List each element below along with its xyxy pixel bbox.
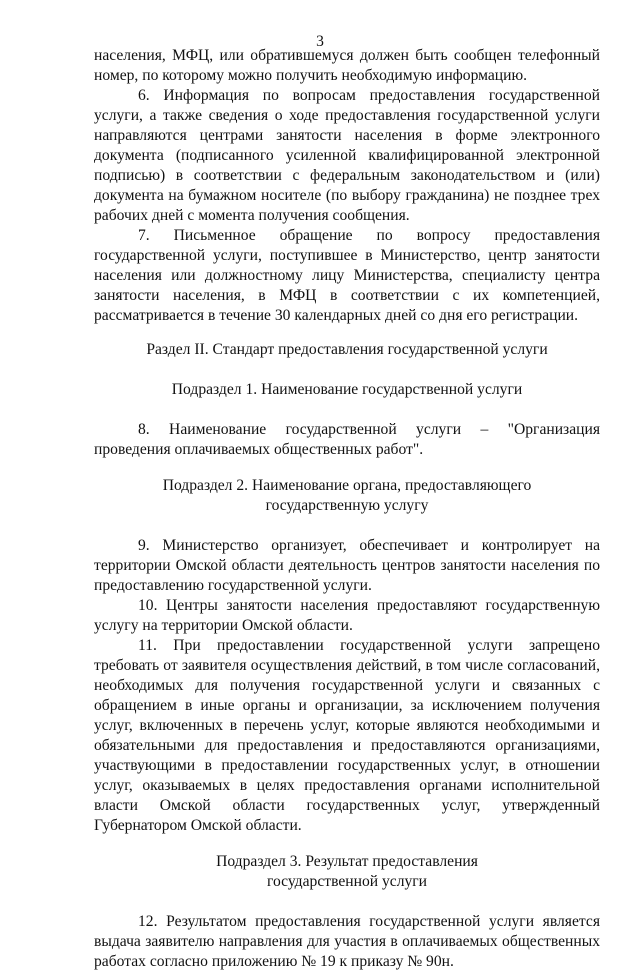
paragraph-9: 9. Министерство организует, обеспечивает и контролирует на территории Омской области деятельность центров занятости населения по предоставлению государственной услуги. (94, 537, 600, 594)
subsection-2-heading-line-2: государственную услугу (265, 497, 429, 514)
page-number: 3 (316, 33, 324, 50)
paragraph-continuation: населения, МФЦ, или обратившемуся должен быть сообщен телефонный номер, по которому можно получить необходимую информацию. (94, 47, 600, 84)
paragraph-7: 7. Письменное обращение по вопросу предоставления государственной услуги, поступившее в Министерство, центр занятости населения или должностному лицу Министерства, специалисту центра занятости населения, в МФЦ в соответствии с их компетенцией, рассматривается в течение 30 календарных дней со дня его регистрации. (94, 227, 600, 324)
section-2-heading: Раздел II. Стандарт предоставления государственной услуги (146, 341, 548, 358)
subsection-3-heading-line-2: государственной услуги (266, 873, 428, 890)
subsection-1-heading: Подраздел 1. Наименование государственной услуги (171, 381, 523, 398)
paragraph-12: 12. Результатом предоставления государственной услуги является выдача заявителю направления для участия в оплачиваемых общественных работах согласно приложению № 19 к приказу № 90н. (94, 913, 600, 970)
subsection-3-heading (94, 852, 600, 892)
paragraph-10: 10. Центры занятости населения предоставляют государственную услугу на территории Омской области. (94, 597, 600, 634)
subsection-2-heading-line-1: Подраздел 2. Наименование органа, предоставляющего (162, 477, 532, 494)
paragraph-6: 6. Информация по вопросам предоставления государственной услуги, а также сведения о ходе предоставления государственной услуги направляются центрами занятости населения в форме электронного документа (подписанного усиленной квалифицированной электронной подписью) в соответствии с федеральным законодательством и (или) документа на бумажном носителе (по выбору гражданина) не позднее трех рабочих дней с момента получения сообщения. (94, 87, 600, 224)
paragraph-11: 11. При предоставлении государственной услуги запрещено требовать от заявителя осуществления действий, в том числе согласований, необходимых для получения государственной услуги и связанных с обращением в иные органы и организации, за исключением получения услуг, включенных в перечень услуг, которые являются необходимыми и обязательными для предоставления и предоставляются организациями, участвующими в предоставлении государственных услуг, в отношении услуг, оказываемых в целях предоставления органами исполнительной власти Омской области государственных услуг, утвержденный Губернатором Омской области. (94, 637, 600, 834)
subsection-3-heading-line-1: Подраздел 3. Результат предоставления (216, 853, 478, 870)
subsection-2-heading (94, 476, 600, 516)
paragraph-8: 8. Наименование государственной услуги – "Организация проведения оплачиваемых общественных работ". (94, 421, 600, 458)
document-body (94, 46, 600, 972)
